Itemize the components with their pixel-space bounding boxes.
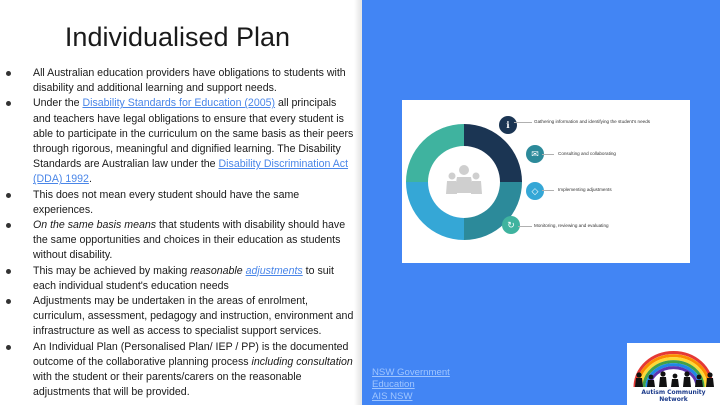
- bullet-text: to suit each individual student's education needs: [33, 264, 334, 292]
- chat-icon: ✉: [526, 145, 544, 163]
- bullet-text: Under the: [33, 97, 83, 110]
- bullet-dot: [6, 193, 11, 198]
- bullet-text: This does not mean every student should have the same experiences.: [33, 188, 300, 216]
- bullet-item: [0, 66, 360, 96]
- bullet-text: with the student or their parents/carers on the reasonable adjustments that will be provided.: [33, 371, 302, 399]
- planning-cycle-ring: [402, 100, 690, 263]
- step-label-gathering: Gathering information and identifying the student's needs: [534, 119, 651, 124]
- bullet-dot: [6, 269, 11, 274]
- bullet-emphasis: reasonable: [190, 264, 246, 277]
- bullet-dot: [6, 345, 11, 350]
- refresh-icon: ↻: [502, 216, 520, 234]
- bullet-text: Adjustments may be undertaken in the areas of enrolment, curriculum, assessment, pedagogy and instruction, environment and infrastructure as well as access to specialist support services.: [33, 295, 354, 338]
- bullet-text: All Australian education providers have obligations to students with disability and additional learning and support needs.: [33, 67, 346, 95]
- planning-cycle-figure: [402, 100, 690, 263]
- dse-2005-link[interactable]: Disability Standards for Education (2005): [82, 97, 276, 110]
- connector-line: [514, 122, 532, 123]
- source-links: [372, 367, 450, 403]
- source-link-education[interactable]: Education: [372, 379, 415, 390]
- page-title: Individualised Plan: [64, 22, 291, 52]
- bullet-item: [0, 264, 360, 294]
- step-label-consulting: Consulting and collaborating: [558, 151, 616, 156]
- source-link-ais-nsw[interactable]: AIS NSW: [372, 391, 413, 402]
- info-icon: ℹ: [499, 116, 517, 134]
- logo-text: Autism Community Network: [641, 389, 706, 403]
- adjustments-link[interactable]: adjustments: [245, 264, 303, 277]
- ring-segment-gathering: [464, 124, 522, 182]
- network-icon: ◇: [526, 182, 544, 200]
- bullet-list: [0, 66, 360, 400]
- step-label-monitoring: Monitoring, reviewing and evaluating: [534, 223, 609, 228]
- bullet-emphasis: including consultation: [251, 355, 353, 368]
- connector-line: [518, 226, 532, 227]
- step-label-implementing: Implementing adjustments: [558, 187, 612, 192]
- bullet-item: [0, 294, 360, 340]
- bullet-dot: [6, 101, 11, 106]
- ring-segment-monitoring: [406, 124, 464, 182]
- bullet-item: [0, 218, 360, 264]
- bullet-dot: [6, 223, 11, 228]
- bullet-item: [0, 96, 360, 187]
- bullet-item: [0, 188, 360, 218]
- bullet-text: An Individual Plan (Personalised Plan/ IEP / PP) is the documented outcome of the collaborative planning process: [33, 340, 349, 368]
- bullet-text: This may be achieved by making: [33, 264, 191, 277]
- bullet-emphasis: On the same basis means: [33, 219, 157, 232]
- autism-community-network-logo: [627, 343, 720, 405]
- bullet-text: all principals and teachers have legal obligations to ensure that every student is able to participate in the curriculum on the same basis as their peers through rigorous, meaningful and dignified learning. The Disability Standards are Australian law under the: [33, 97, 354, 171]
- bullet-item: [0, 340, 360, 401]
- connector-line: [542, 190, 554, 191]
- bullet-text: .: [88, 173, 92, 186]
- bullet-text: that students with disability should have the same opportunities and choices in their education as students without disability.: [33, 219, 346, 262]
- connector-line: [542, 154, 554, 155]
- bullet-dot: [6, 299, 11, 304]
- source-link-nsw-government[interactable]: NSW Government: [372, 367, 450, 378]
- people-group-icon: [446, 165, 482, 194]
- bullet-dot: [6, 71, 11, 76]
- dda-1992-link[interactable]: Disability Discrimination Act (DDA) 1992: [33, 158, 349, 186]
